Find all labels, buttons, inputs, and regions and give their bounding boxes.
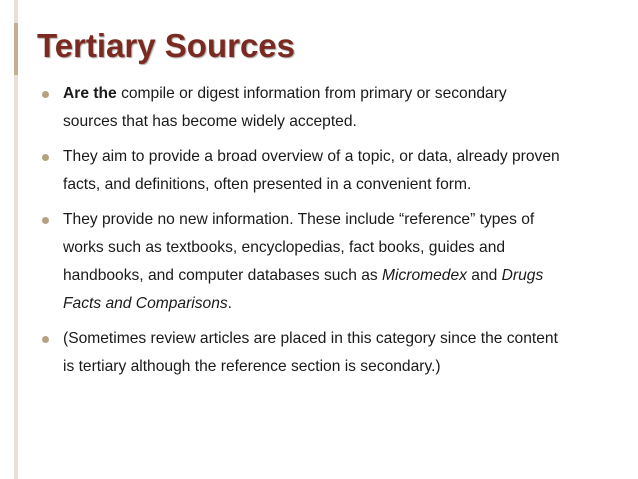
bullet-dot-icon	[42, 91, 49, 98]
bullet-text-connector: and	[466, 267, 502, 284]
bullet-text: They aim to provide a broad overview of a topic, or data, already proven facts, and definitions, often presented in a convenient form.	[63, 148, 560, 193]
slide-title: Tertiary Sources	[37, 27, 296, 64]
bullet-dot-icon	[42, 217, 49, 224]
bullet-bold-lead: Are the	[63, 85, 122, 102]
bullet-item-review-articles	[40, 325, 560, 381]
bullet-dot-icon	[42, 154, 49, 161]
bullet-text: They provide no new information. These include “reference” types of works such as textbooks, encyclopedias, fact books, guides and handbooks, and computer databases such as	[63, 211, 535, 284]
italic-title-drugs-facts: Drugs Facts and Comparisons	[63, 267, 544, 312]
bullet-text: compile or digest information from primary or secondary sources that has become widely accepted.	[63, 85, 507, 130]
title-accent-bar	[14, 23, 18, 75]
bullet-item-purpose	[40, 143, 560, 199]
bullet-item-definition	[40, 80, 560, 136]
bullet-text: (Sometimes review articles are placed in this category since the content is tertiary although the reference section is secondary.)	[63, 330, 558, 375]
bullet-item-examples	[40, 206, 560, 318]
bullet-dot-icon	[42, 336, 49, 343]
bullet-list	[40, 80, 560, 388]
bullet-text-end: .	[227, 295, 233, 312]
italic-title-micromedex: Micromedex	[382, 267, 467, 284]
